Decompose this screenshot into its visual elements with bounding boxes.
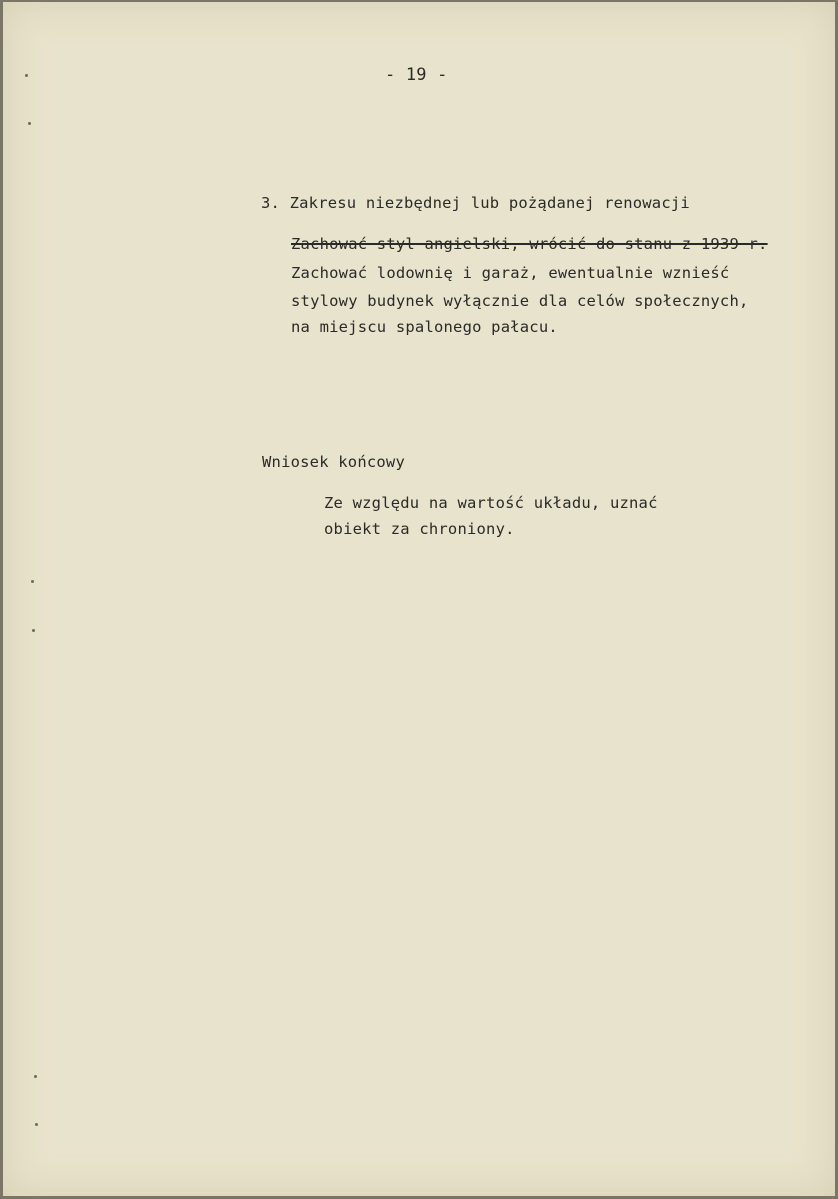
- conclusion-line: Ze względu na wartość układu, uznać: [324, 494, 658, 512]
- struck-line: Zachować styl angielski, wrócić do stanu z 1939 r.: [291, 235, 768, 253]
- conclusion-line: obiekt za chroniony.: [324, 520, 515, 538]
- conclusion-heading: Wniosek końcowy: [262, 453, 405, 471]
- section-heading: 3. Zakresu niezbędnej lub pożądanej renowacji: [261, 194, 690, 212]
- punch-hole-mark: [34, 1075, 37, 1078]
- body-line: na miejscu spalonego pałacu.: [291, 318, 558, 336]
- body-line: Zachować lodownię i garaż, ewentualnie wznieść: [291, 264, 730, 282]
- body-line: stylowy budynek wyłącznie dla celów społecznych,: [291, 292, 749, 310]
- punch-hole-mark: [32, 629, 35, 632]
- document-page: [3, 2, 835, 1196]
- page-number: - 19 -: [385, 65, 448, 85]
- punch-hole-mark: [25, 74, 28, 77]
- punch-hole-mark: [35, 1123, 38, 1126]
- punch-hole-mark: [28, 122, 31, 125]
- punch-hole-mark: [31, 580, 34, 583]
